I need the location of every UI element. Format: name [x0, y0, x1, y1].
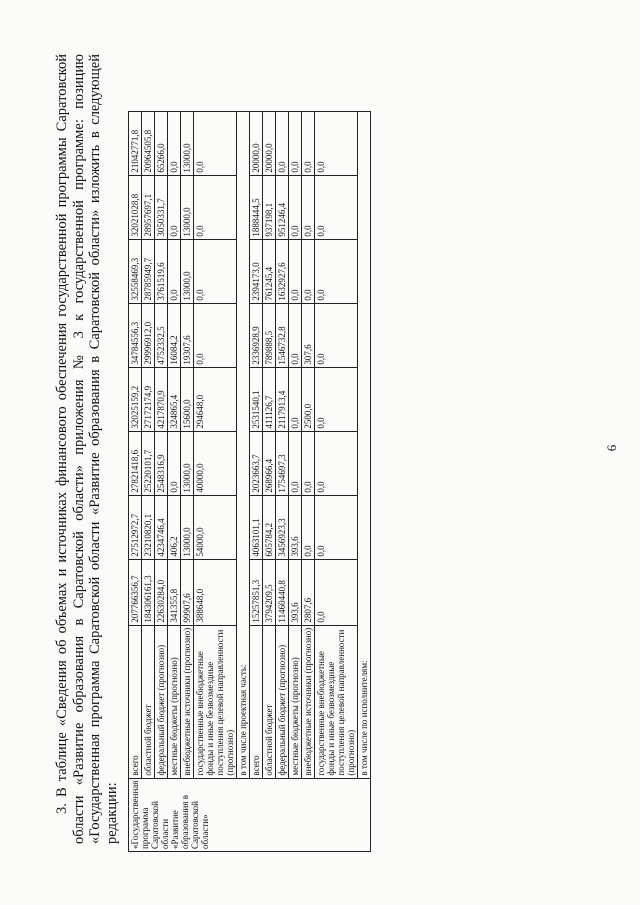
table-row: [181, 111, 194, 851]
table-cell: 0,0: [302, 239, 315, 303]
footer-row: в том числе по исполнителям:: [358, 111, 371, 778]
table-row: [194, 111, 237, 851]
table-cell: 2023663,7: [250, 431, 263, 495]
table-cell: 28957697,1: [142, 175, 155, 239]
table-cell: 1546732,8: [276, 303, 289, 367]
table-cell: 0,0: [315, 175, 358, 239]
row-label: государственные внебюджетные фонды и иные безвозмездные поступления целевой направленности (прогнозно): [194, 625, 237, 778]
table-cell: 4234746,4: [155, 495, 168, 559]
table-cell: 21042771,8: [129, 111, 142, 175]
table-cell: 2117913,4: [276, 367, 289, 431]
table-cell: 324865,4: [168, 367, 181, 431]
table-cell: 4752332,5: [155, 303, 168, 367]
table-cell: 0,0: [289, 239, 302, 303]
table-row: [237, 111, 250, 851]
table-cell: 388648,0: [194, 559, 237, 625]
table-cell: 0,0: [315, 495, 358, 559]
table-cell: 27512972,7: [129, 495, 142, 559]
table-row: [276, 111, 289, 851]
table-cell: 789888,5: [263, 303, 276, 367]
table-cell: 19307,6: [181, 303, 194, 367]
table-cell: 13000,0: [181, 239, 194, 303]
table-cell: 16084,2: [168, 303, 181, 367]
table-cell: 0,0: [289, 175, 302, 239]
table-cell: 34784556,3: [129, 303, 142, 367]
table-cell: 2531540,1: [250, 367, 263, 431]
table-cell: 32025159,2: [129, 367, 142, 431]
table-cell: 11460440,8: [276, 559, 289, 625]
table-cell: 605784,2: [263, 495, 276, 559]
table-cell: 341355,8: [168, 559, 181, 625]
table-cell: 4217870,9: [155, 367, 168, 431]
table-cell: 268966,4: [263, 431, 276, 495]
table-cell: 2500,0: [302, 367, 315, 431]
table-cell: 0,0: [289, 367, 302, 431]
table-cell: 0,0: [315, 239, 358, 303]
table-cell: 207766356,7: [129, 559, 142, 625]
table-cell: 0,0: [168, 111, 181, 175]
row-label: федеральный бюджет (прогнозно): [155, 625, 168, 778]
table-cell: 27821418,6: [129, 431, 142, 495]
table-row: [142, 111, 155, 851]
table-cell: 13000,0: [181, 495, 194, 559]
row-label: федеральный бюджет (прогнозно): [276, 625, 289, 778]
table-row: [155, 111, 168, 851]
table-cell: 0,0: [315, 367, 358, 431]
table-cell: 0,0: [315, 111, 358, 175]
table-cell: 0,0: [194, 111, 237, 175]
table-cell: 20000,0: [263, 111, 276, 175]
table-cell: 0,0: [302, 431, 315, 495]
table-cell: 0,0: [302, 111, 315, 175]
table-cell: 0,0: [289, 431, 302, 495]
table-cell: 40000,0: [194, 431, 237, 495]
table-cell: 13000,0: [181, 431, 194, 495]
page-number: 6: [604, 444, 619, 452]
table-cell: 2548316,9: [155, 431, 168, 495]
table-cell: 54000,0: [194, 495, 237, 559]
table-cell: 406,2: [168, 495, 181, 559]
table-cell: 20000,0: [250, 111, 263, 175]
table-cell: 0,0: [315, 431, 358, 495]
row-label: местные бюджеты (прогнозно): [289, 625, 302, 778]
amendment-paragraph: 3. В таблице «Сведения об объемах и источниках финансового обеспечения государственной программы Саратовской области «Развитие образования в Саратовской области» приложения № 3 к государственной программе: позицию «Государственная программа Саратовской области «Развитие образования в Саратовской области» изложить в следующей редакции:: [54, 54, 120, 844]
table-cell: 32558469,3: [129, 239, 142, 303]
table-cell: 937198,1: [263, 175, 276, 239]
table-cell: 0,0: [194, 175, 237, 239]
row-label: областной бюджет: [263, 625, 276, 778]
table-cell: 25220101,7: [142, 431, 155, 495]
table-row: [263, 111, 276, 851]
table-cell: 951246,4: [276, 175, 289, 239]
table-cell: 0,0: [168, 239, 181, 303]
table-cell: 28785949,7: [142, 239, 155, 303]
table-cell: 15257851,3: [250, 559, 263, 625]
table-cell: 0,0: [315, 559, 358, 625]
table-cell: 294648,0: [194, 367, 237, 431]
table-cell: 0,0: [168, 431, 181, 495]
table-row: [168, 111, 181, 851]
table-cell: 13000,0: [181, 175, 194, 239]
table-cell: 0,0: [168, 175, 181, 239]
table-cell: 393,6: [289, 495, 302, 559]
subheader-project: в том числе проектная часть:: [237, 111, 250, 778]
table-cell: 3761519,6: [155, 239, 168, 303]
table-cell: 3050331,7: [155, 175, 168, 239]
table-cell: 411126,7: [263, 367, 276, 431]
table-cell: 0,0: [194, 239, 237, 303]
table-row: [315, 111, 358, 851]
table-cell: 307,6: [302, 303, 315, 367]
row-label: всего: [129, 625, 142, 778]
table-cell: 393,6: [289, 559, 302, 625]
rotated-content: [50, 42, 590, 862]
table-cell: 27172174,9: [142, 367, 155, 431]
table-cell: 1754697,3: [276, 431, 289, 495]
table-cell: 184306161,3: [142, 559, 155, 625]
table-cell: 1888444,5: [250, 175, 263, 239]
table-cell: 3794209,5: [263, 559, 276, 625]
table-cell: 0,0: [289, 111, 302, 175]
table-cell: 2807,6: [302, 559, 315, 625]
table-cell: 0,0: [194, 303, 237, 367]
row-label: областной бюджет: [142, 625, 155, 778]
table-row: [302, 111, 315, 851]
table-cell: 99907,6: [181, 559, 194, 625]
table-cell: 0,0: [315, 303, 358, 367]
amendment-text: [54, 54, 120, 844]
row-label: всего: [250, 625, 263, 778]
row-label: местные бюджеты (прогнозно): [168, 625, 181, 778]
table-cell: 65266,0: [155, 111, 168, 175]
financing-table: [128, 111, 371, 852]
table-cell: 4063101,1: [250, 495, 263, 559]
table-row: [129, 111, 142, 851]
table-cell: 32021028,8: [129, 175, 142, 239]
table-cell: 0,0: [289, 303, 302, 367]
table-cell: 23210820,1: [142, 495, 155, 559]
table-cell: 0,0: [302, 495, 315, 559]
table-cell: 20964505,8: [142, 111, 155, 175]
row-label: государственные внебюджетные фонды и иные безвозмездные поступления целевой направленности (прогнозно): [315, 625, 358, 778]
row-label: внебюджетные источники (прогнозно): [302, 625, 315, 778]
table-cell: 761245,4: [263, 239, 276, 303]
table-cell: 22630284,0: [155, 559, 168, 625]
table-row: [358, 111, 371, 851]
table-cell: 1632927,6: [276, 239, 289, 303]
table-cell: 29996912,0: [142, 303, 155, 367]
table-cell: 0,0: [276, 111, 289, 175]
table-cell: 0,0: [302, 175, 315, 239]
row-label: внебюджетные источники (прогнозно): [181, 625, 194, 778]
table-cell: 2394173,0: [250, 239, 263, 303]
table-cell: 2336928,9: [250, 303, 263, 367]
table-row: [289, 111, 302, 851]
table-cell: 15600,0: [181, 367, 194, 431]
table-cell: 13000,0: [181, 111, 194, 175]
table-row: [250, 111, 263, 851]
program-name-cell: «Государственная программа Саратовской области «Развитие образования в Саратовской области»: [129, 778, 371, 851]
table-cell: 3456923,3: [276, 495, 289, 559]
